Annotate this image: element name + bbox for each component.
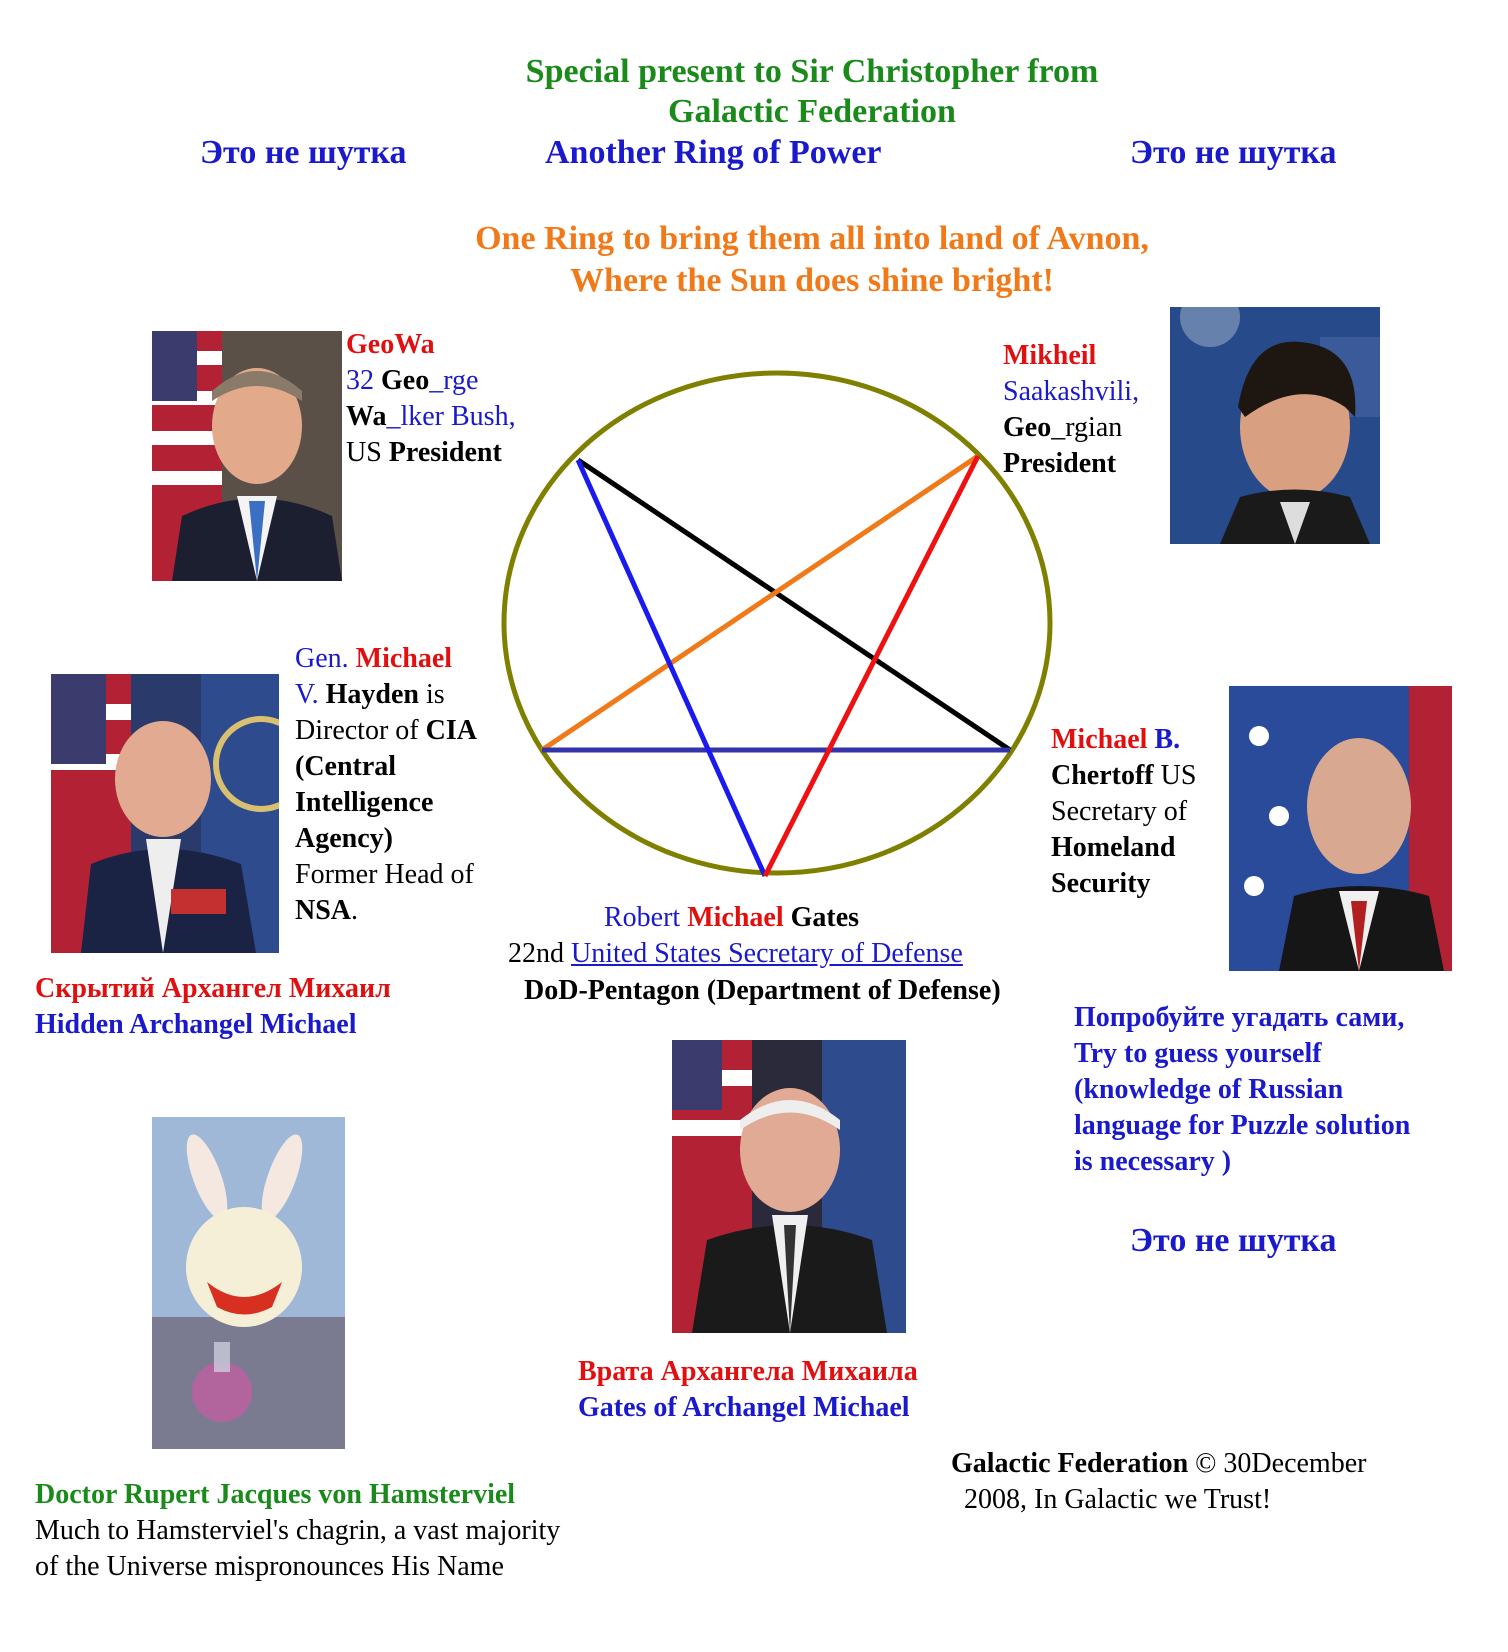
gates-photo: [672, 1040, 906, 1333]
gates-line1: Robert Michael Gates: [604, 902, 860, 933]
header-line1: Special present to Sir Christopher from: [525, 53, 1099, 90]
bush-name: GeoWa: [346, 329, 435, 360]
gates-line2: 22nd United States Secretary of Defense: [508, 938, 963, 969]
guess-russian: Это не шутка: [1130, 1222, 1337, 1259]
hamsterviel-line2: of the Universe mispronounces His Name: [35, 1551, 504, 1582]
hidden-archangel-russian: Скрытий Архангел Михаил: [35, 973, 391, 1004]
gates-archangel-english: Gates of Archangel Michael: [578, 1392, 910, 1423]
header-russian-left: Это не шутка: [200, 134, 407, 171]
hamsterviel-name: Doctor Rupert Jacques von Hamsterviel: [35, 1479, 516, 1510]
pentagram-ring: [490, 370, 1070, 890]
pentagram-line-orange: [542, 456, 978, 750]
chertoff-photo: [1229, 686, 1452, 971]
header-orange-line1: One Ring to bring them all into land of Avnon,: [475, 220, 1149, 257]
header-orange-line2: Where the Sun does shine bright!: [570, 262, 1054, 299]
gates-line3: DoD-Pentagon (Department of Defense): [524, 975, 1001, 1006]
footer-line1: Galactic Federation © 30December: [951, 1448, 1367, 1479]
hayden-caption: Gen. Michael V. Hayden is Director of CIA (Central Intelligence Agency) Former Head of NSA.: [295, 643, 477, 926]
hayden-photo: [51, 674, 279, 953]
bush-caption: GeoWa 32 Geo_rge Wa_lker Bush, US President: [346, 329, 516, 468]
secretary-of-defense-link[interactable]: United States Secretary of Defense: [571, 938, 963, 969]
hamsterviel-line1: Much to Hamsterviel's chagrin, a vast majority: [35, 1515, 561, 1546]
hidden-archangel-english: Hidden Archangel Michael: [35, 1009, 357, 1040]
header-center-title: Another Ring of Power: [545, 134, 882, 171]
header-russian-right: Это не шутка: [1130, 134, 1337, 171]
gates-archangel-russian: Врата Архангела Михаила: [578, 1356, 918, 1387]
guess-block: Попробуйте угадать сами, Try to guess yourself (knowledge of Russian language for Puzzle solution is necessary ): [1074, 1002, 1411, 1177]
bush-number: 32: [346, 365, 374, 396]
chertoff-caption: Michael B. Chertoff US Secretary of Homeland Security: [1051, 724, 1197, 899]
hamsterviel-image: [152, 1117, 345, 1449]
pentagram-line-red: [765, 456, 978, 876]
header-line2: Galactic Federation: [668, 93, 956, 130]
footer-line2: 2008, In Galactic we Trust!: [964, 1484, 1272, 1515]
ring-circle: [504, 373, 1050, 873]
bush-photo: [152, 331, 342, 581]
saakashvili-photo: [1170, 307, 1380, 544]
saakashvili-caption: Mikheil Saakashvili, Geo_rgian President: [1003, 340, 1140, 479]
